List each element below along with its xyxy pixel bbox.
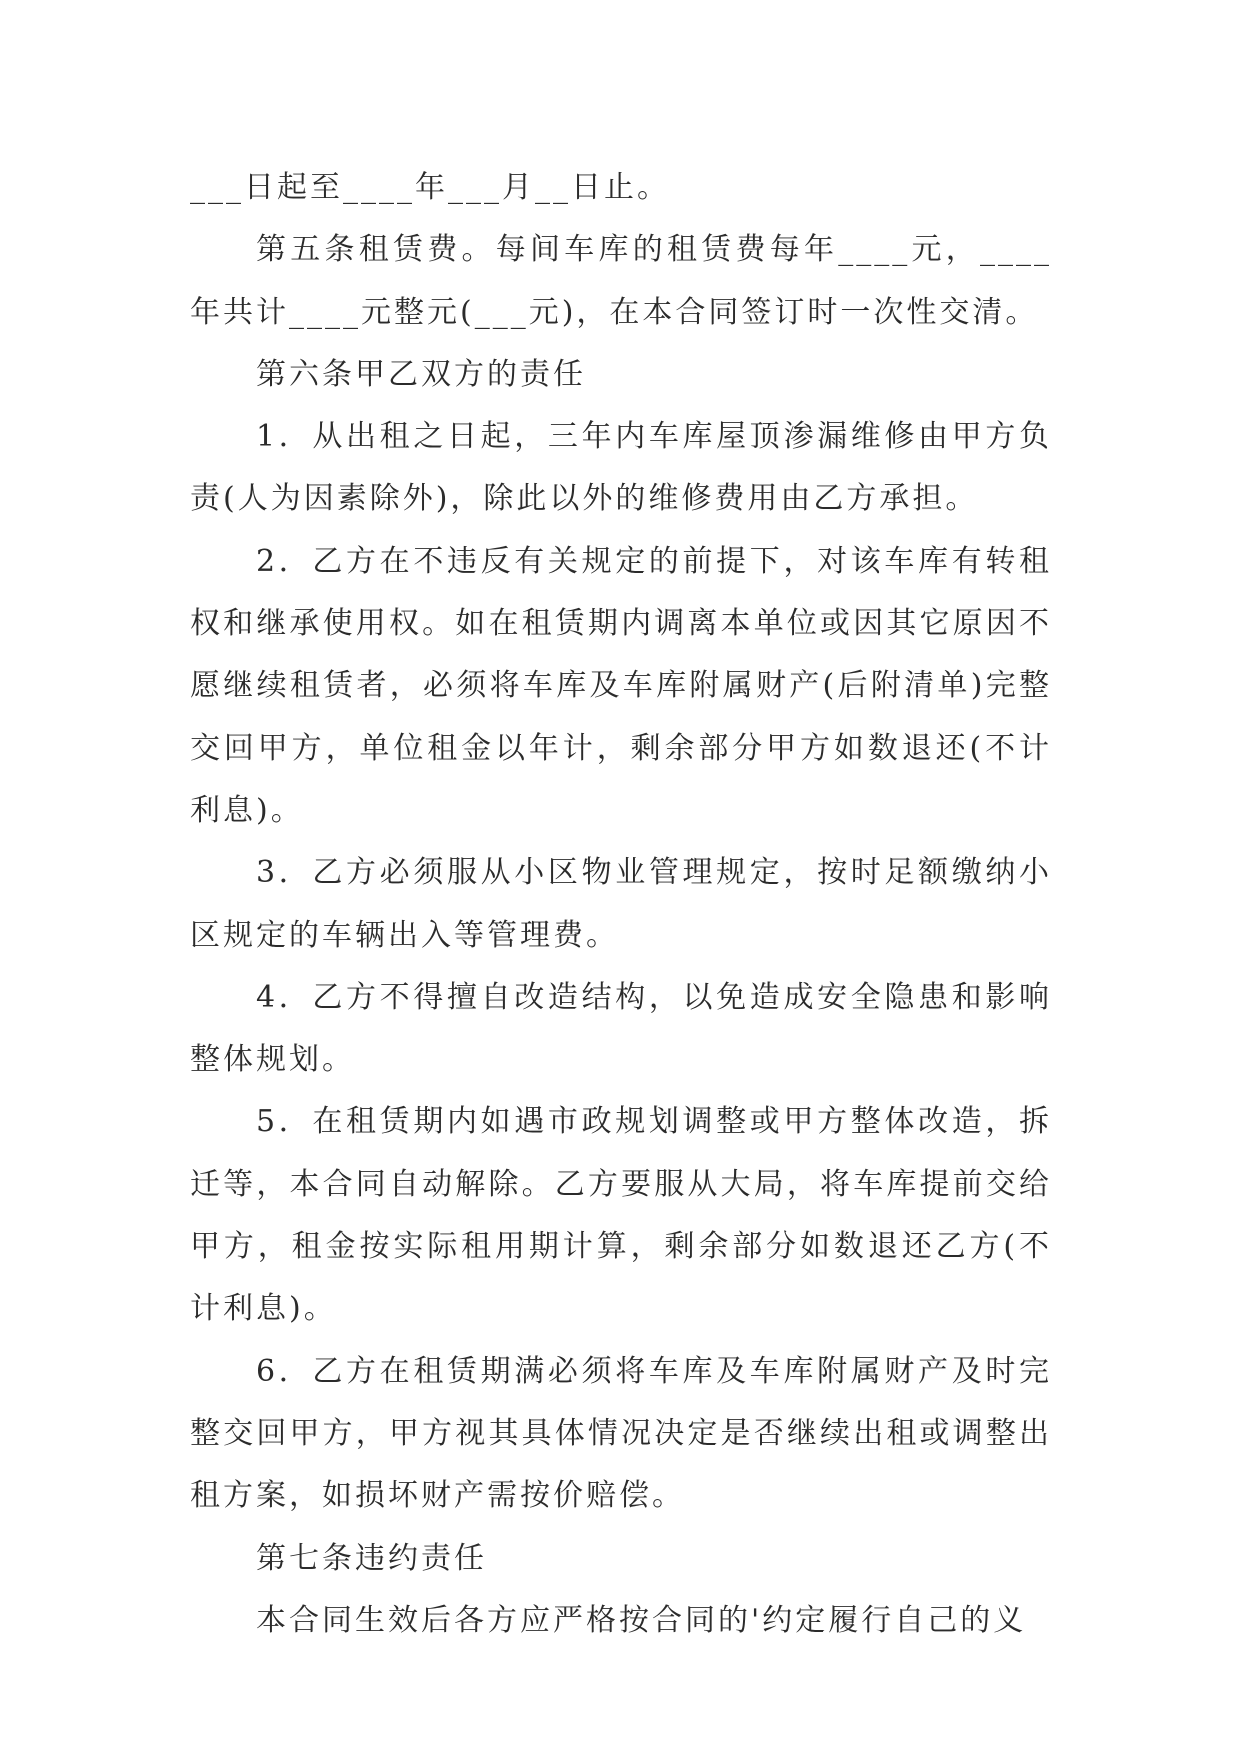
- paragraph-article-6-item-2: 2．乙方在不违反有关规定的前提下，对该车库有转租权和继承使用权。如在租赁期内调离本单位或因其它原因不愿继续租赁者，必须将车库及车库附属财产(后附清单)完整交回甲方，单位租金以年计，剩余部分甲方如数退还(不计利息)。: [190, 543, 1052, 828]
- paragraph-article-6-item-4: 4．乙方不得擅自改造结构，以免造成安全隐患和影响整体规划。: [190, 979, 1052, 1078]
- paragraph-article-7-text: 本合同生效后各方应严格按合同的'约定履行自己的义: [256, 1602, 1027, 1638]
- paragraph-article-6-item-6: 6．乙方在租赁期满必须将车库及车库附属财产及时完整交回甲方，甲方视其具体情况决定是否继续出租或调整出租方案，如损坏财产需按价赔偿。: [190, 1353, 1052, 1514]
- paragraph-article-5-rent: 第五条租赁费。每间车库的租赁费每年____元，____年共计____元整元(___元)，在本合同签订时一次性交清。: [190, 232, 1052, 330]
- paragraph-term-period-end: ___日起至____年___月__日止。: [190, 170, 670, 205]
- heading-article-7: 第七条违约责任: [256, 1540, 487, 1576]
- document-body: [190, 157, 1052, 1652]
- paragraph-article-6-item-5: 5．在租赁期内如遇市政规划调整或甲方整体改造，拆迁等，本合同自动解除。乙方要服从大局，将车库提前交给甲方，租金按实际租用期计算，剩余部分如数退还乙方(不计利息)。: [190, 1104, 1052, 1327]
- heading-article-6: 第六条甲乙双方的责任: [256, 356, 586, 392]
- paragraph-article-6-item-3: 3．乙方必须服从小区物业管理规定，按时足额缴纳小区规定的车辆出入等管理费。: [190, 855, 1052, 953]
- paragraph-article-6-item-1: 1．从出租之日起，三年内车库屋顶渗漏维修由甲方负责(人为因素除外)，除此以外的维修费用由乙方承担。: [190, 419, 1052, 517]
